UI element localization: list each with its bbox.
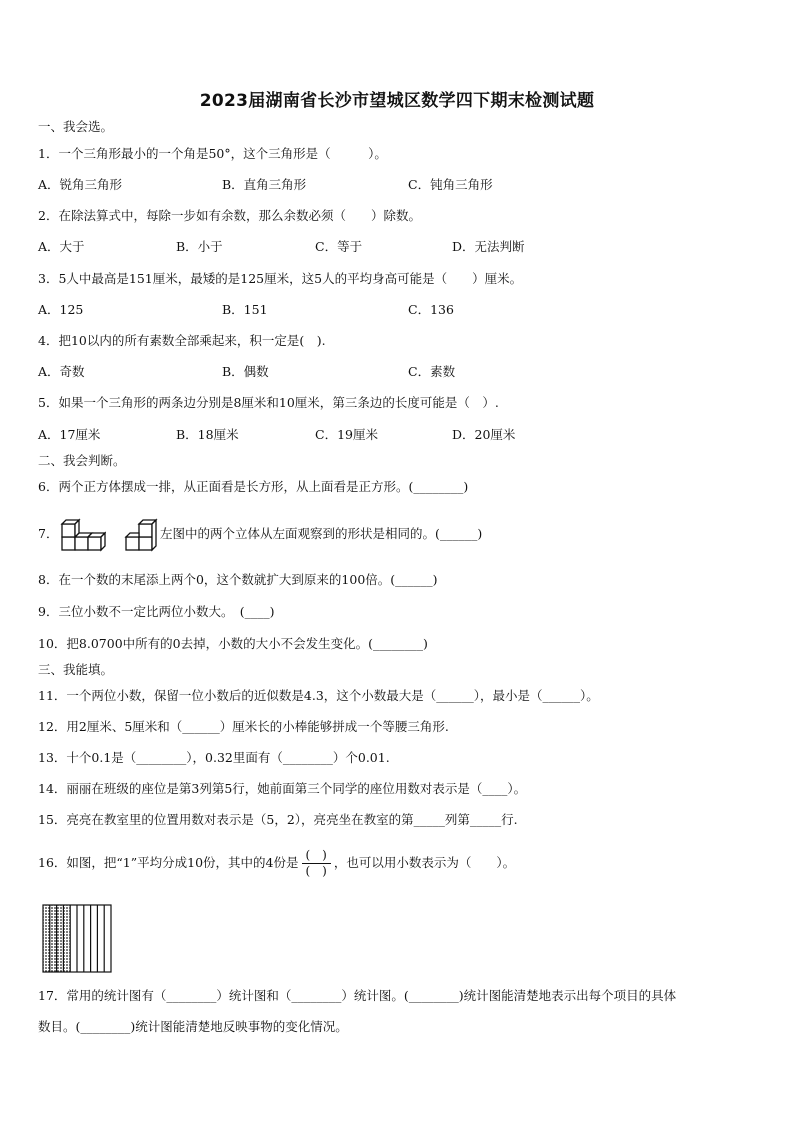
question-7-number: 7．: [38, 526, 59, 541]
question-17-line-1: 17．常用的统计图有（________）统计图和（________）统计图。(________)统计图能清楚地表示出每个项目的具体: [38, 988, 677, 1003]
question-17-line-2: 数目。(________)统计图能清楚地反映事物的变化情况。: [38, 1019, 348, 1034]
question-2: 2．在除法算式中，每除一步如有余数，那么余数必须（ ）除数。: [38, 208, 421, 223]
q5-option-a: A．17厘米: [38, 427, 101, 442]
section-heading-judge: 二、我会判断。: [38, 453, 126, 468]
fraction-blank: [302, 849, 331, 878]
question-10: 10．把8.0700中所有的0去掉，小数的大小不会发生变化。(________): [38, 636, 428, 651]
question-16-tail: ，也可以用小数表示为（ ）。: [333, 855, 516, 870]
question-13: 13．十个0.1是（________），0.32里面有（________）个0.01.: [38, 750, 390, 765]
section-heading-choose: 一、我会选。: [38, 119, 114, 134]
q1-option-a: A．锐角三角形: [38, 177, 123, 192]
fraction-denominator: ( ): [305, 864, 327, 878]
q4-option-c: C．素数: [408, 364, 456, 379]
q3-option-b: B．151: [222, 302, 268, 317]
question-1: 1．一个三角形最小的一个角是50°，这个三角形是（ ）。: [38, 146, 387, 161]
tenths-strip-figure: [42, 904, 114, 974]
q2-option-d: D．无法判断: [452, 239, 525, 254]
cube-figure-1: [60, 515, 106, 553]
q5-option-b: B．18厘米: [176, 427, 239, 442]
q1-option-c: C．钝角三角形: [408, 177, 493, 192]
page-title: 2023届湖南省长沙市望城区数学四下期末检测试题: [199, 91, 595, 111]
question-7: 左图中的两个立体从左面观察到的形状是相同的。(______): [160, 526, 483, 541]
q5-option-c: C．19厘米: [315, 427, 378, 442]
q2-option-a: A．大于: [38, 239, 85, 254]
q1-option-b: B．直角三角形: [222, 177, 307, 192]
question-4: 4．把10以内的所有素数全部乘起来，积一定是( ).: [38, 333, 326, 348]
q2-option-b: B．小于: [176, 239, 223, 254]
question-8: 8．在一个数的末尾添上两个0，这个数就扩大到原来的100倍。(______): [38, 572, 438, 587]
q3-option-a: A．125: [38, 302, 84, 317]
cube-figure-2: [122, 515, 158, 553]
question-9: 9．三位小数不一定比两位小数大。 (____): [38, 604, 275, 619]
q5-option-d: D．20厘米: [452, 427, 516, 442]
question-14: 14．丽丽在班级的座位是第3列第5行，她前面第三个同学的座位用数对表示是（____）。: [38, 781, 527, 796]
section-heading-fill: 三、我能填。: [38, 662, 114, 677]
question-5: 5．如果一个三角形的两条边分别是8厘米和10厘米，第三条边的长度可能是（ ）.: [38, 395, 499, 410]
question-12: 12．用2厘米、5厘米和（______）厘米长的小棒能够拼成一个等腰三角形.: [38, 719, 449, 734]
fraction-numerator: ( ): [305, 848, 327, 862]
q2-option-c: C．等于: [315, 239, 363, 254]
question-3: 3．5人中最高是151厘米，最矮的是125厘米，这5人的平均身高可能是（ ）厘米。: [38, 271, 523, 286]
question-16: [38, 848, 515, 878]
question-16-text: 16．如图，把“1”平均分成10份，其中的4份是: [38, 855, 299, 870]
question-15: 15．亮亮在教室里的位置用数对表示是（5，2），亮亮坐在教室的第_____列第_____行.: [38, 812, 518, 827]
q3-option-c: C．136: [408, 302, 454, 317]
q4-option-a: A．奇数: [38, 364, 85, 379]
q4-option-b: B．偶数: [222, 364, 269, 379]
question-11: 11．一个两位小数，保留一位小数后的近似数是4.3，这个小数最大是（______），最小是（______）。: [38, 688, 599, 703]
question-6: 6．两个正方体摆成一排，从正面看是长方形，从上面看是正方形。(________): [38, 479, 469, 494]
